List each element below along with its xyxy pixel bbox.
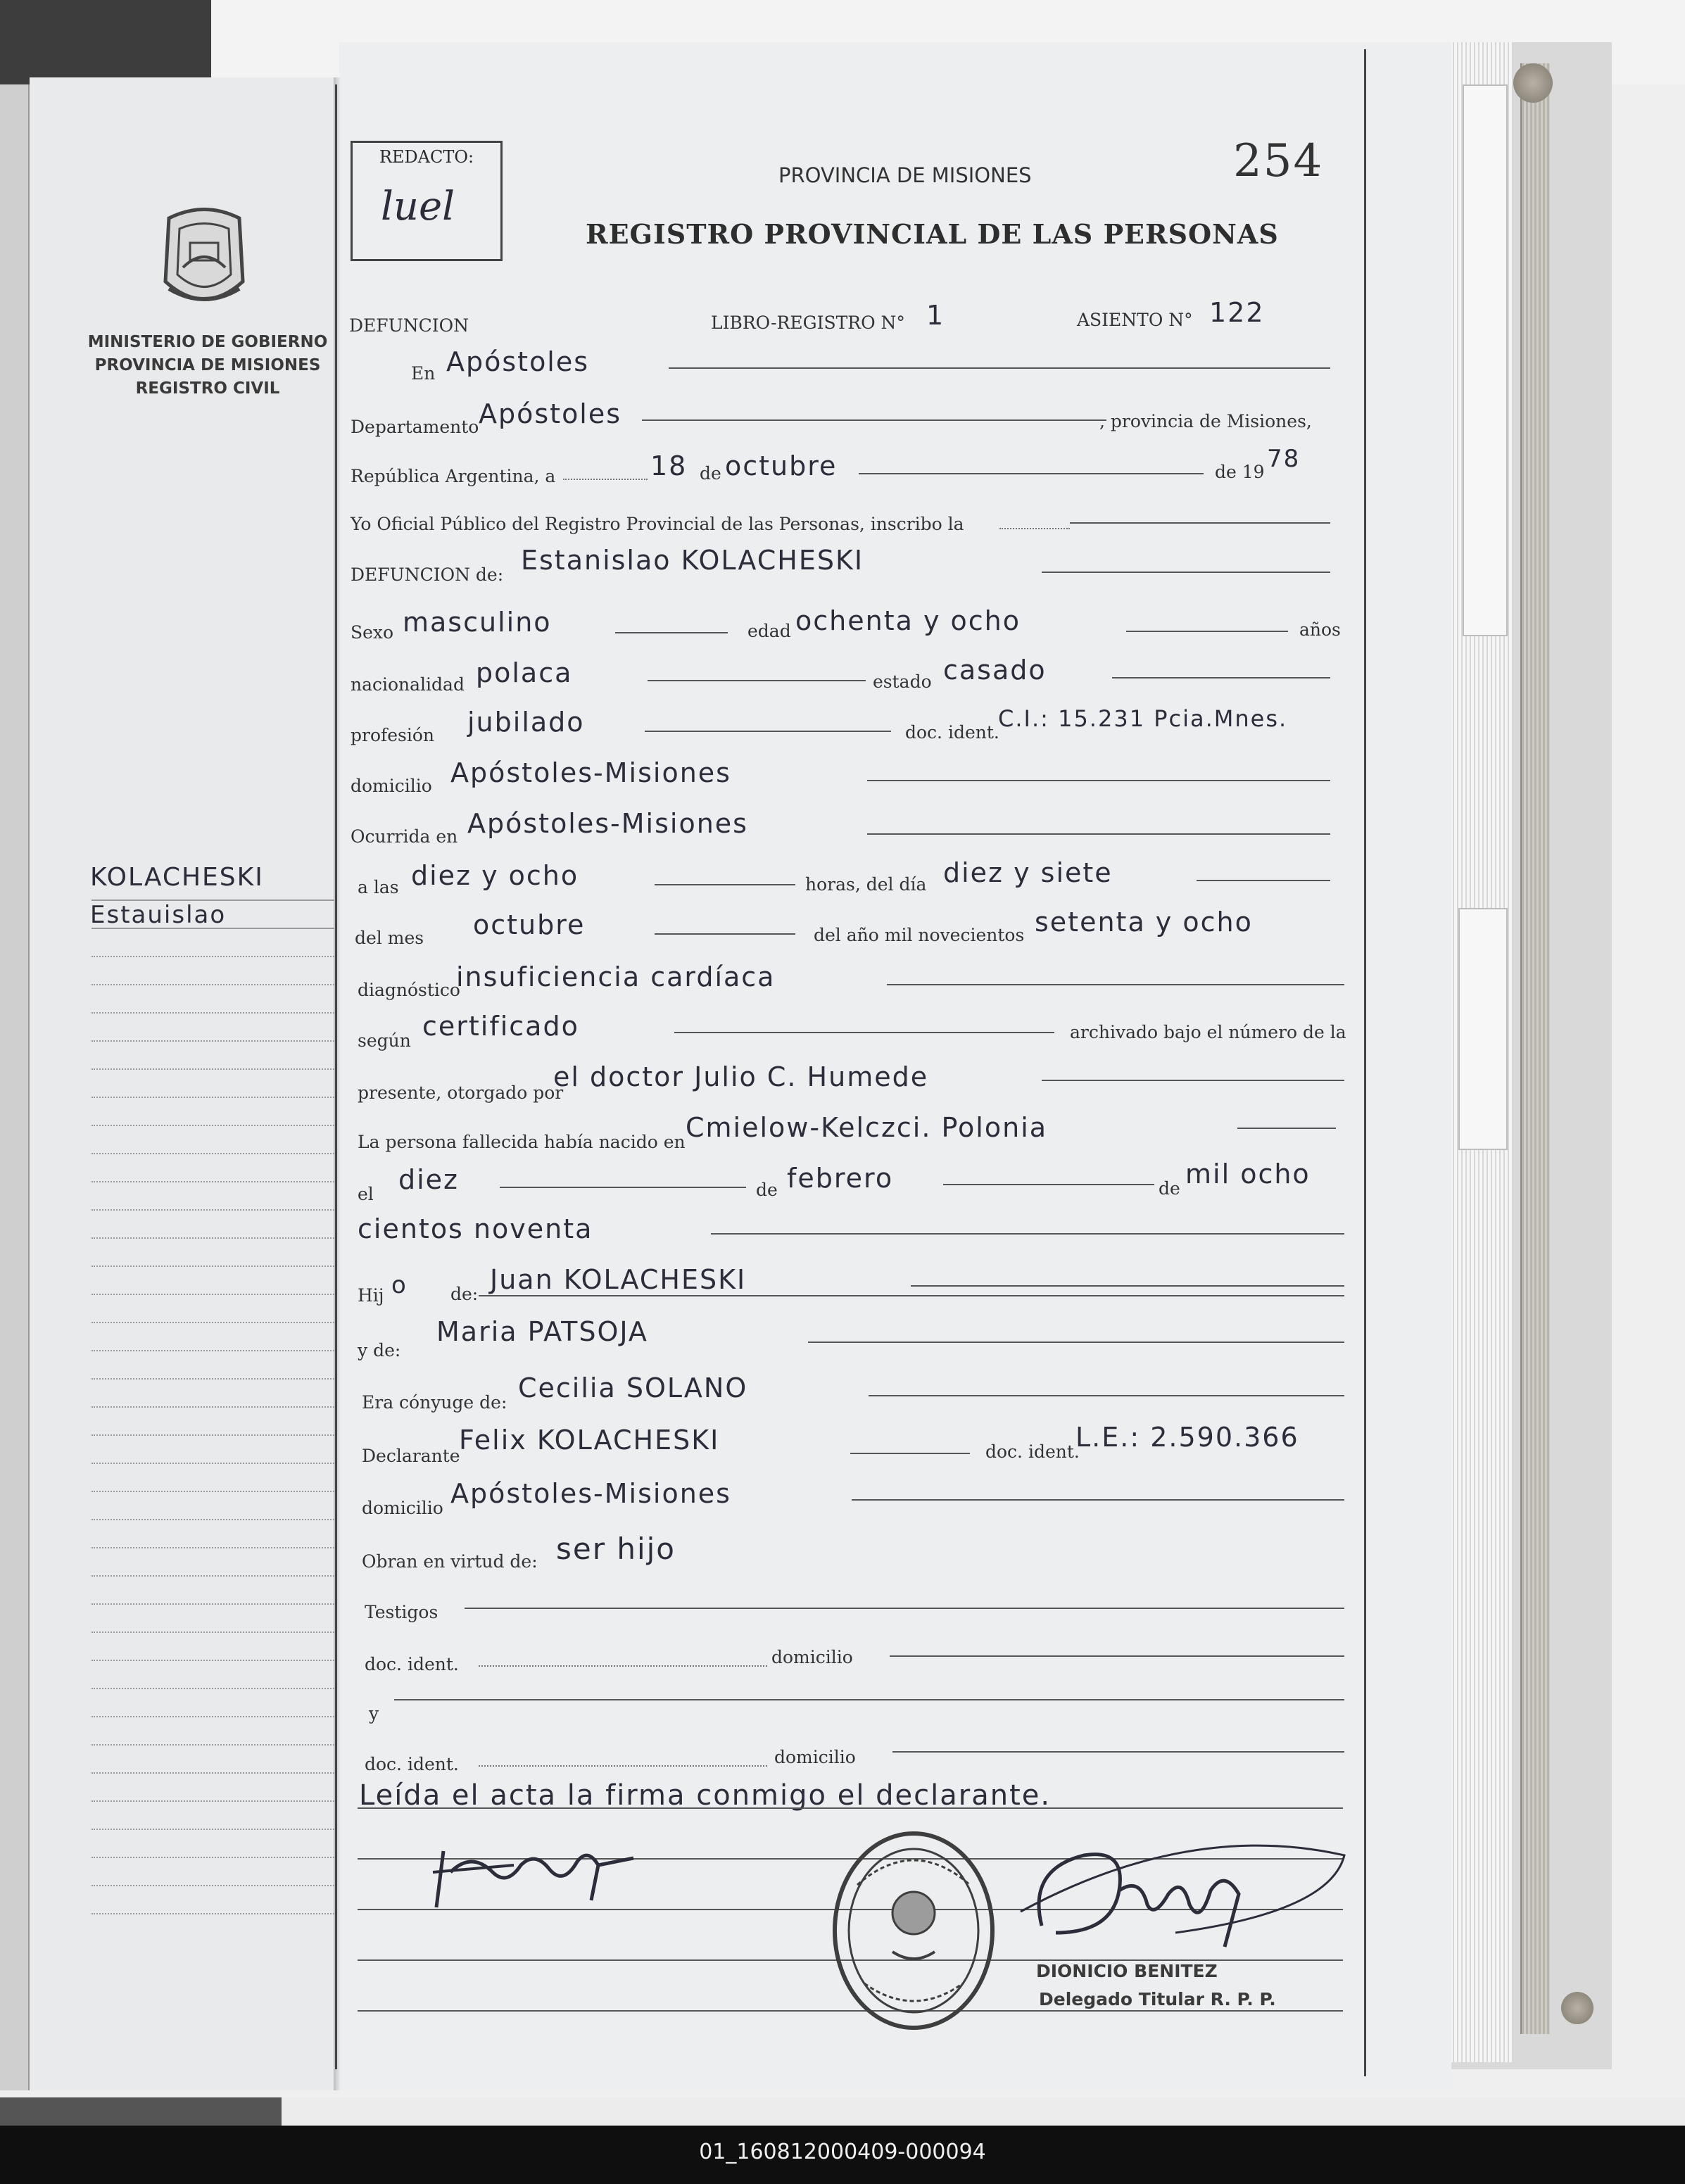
estado-label: estado — [873, 671, 932, 692]
y-label: y — [369, 1703, 379, 1724]
field-line — [674, 1032, 1054, 1033]
margin-line — [91, 1548, 334, 1577]
nacionalidad-value: polaca — [476, 657, 573, 688]
margin-line — [91, 1689, 334, 1717]
margin-line — [91, 1239, 334, 1267]
margin-line — [91, 1830, 334, 1858]
margin-ruled-lines — [91, 915, 334, 1914]
field-line — [911, 1285, 1344, 1287]
margin-line — [91, 1520, 334, 1548]
field-line — [852, 1499, 1344, 1501]
presente-label: presente, otorgado por — [358, 1082, 564, 1103]
field-line — [465, 1608, 1344, 1609]
doc-ident-label: doc. ident. — [905, 722, 999, 743]
ocurrida-value: Apóstoles-Misiones — [467, 808, 748, 839]
doc-ident-label-3: doc. ident. — [365, 1754, 459, 1774]
nacionalidad-label: nacionalidad — [351, 674, 465, 695]
departamento-value: Apóstoles — [479, 398, 622, 429]
margin-line — [91, 1267, 334, 1295]
margin-line — [91, 1211, 334, 1239]
nacido-value: Cmielow-Kelczci. Polonia — [686, 1112, 1048, 1143]
field-line — [887, 984, 1344, 985]
form-border-left — [335, 84, 337, 2069]
doc-ident-value: C.I.: 15.231 Pcia.Mnes. — [998, 705, 1288, 732]
field-line — [1197, 880, 1330, 881]
sexo-label: Sexo — [351, 622, 394, 643]
father-name: Juan KOLACHESKI — [490, 1264, 747, 1295]
margin-line — [91, 1717, 334, 1746]
book-cover-strip — [1520, 63, 1550, 2034]
field-line — [669, 367, 1330, 369]
margin-line — [91, 1661, 334, 1689]
de-label-4: de: — [450, 1284, 479, 1304]
margin-line — [91, 1323, 334, 1351]
edad-value: ochenta y ocho — [795, 605, 1021, 636]
nacido-label: La persona fallecida había nacido en — [358, 1132, 686, 1152]
margin-line — [91, 1464, 334, 1492]
field-line — [1112, 677, 1330, 678]
en-label: En — [411, 363, 436, 384]
ministry-line: MINISTERIO DE GOBIERNO — [87, 333, 328, 351]
libro-label: LIBRO-REGISTRO N° — [711, 313, 905, 333]
defuncion-de-label: DEFUNCION de: — [351, 564, 504, 585]
government-seal-icon — [155, 204, 253, 317]
domicilio-4-label: domicilio — [774, 1747, 856, 1767]
margin-given-name: Estauislao — [90, 901, 227, 929]
margin-line — [91, 1042, 334, 1070]
deceased-name: Estanislao KOLACHESKI — [521, 545, 864, 576]
field-line — [655, 933, 795, 935]
declarante-label: Declarante — [362, 1446, 460, 1466]
margin-line — [91, 1154, 334, 1182]
de-label-3: de — [1159, 1178, 1180, 1199]
margin-line — [91, 1408, 334, 1436]
provincia-text: , provincia de Misiones, — [1099, 411, 1312, 431]
closing-statement: Leída el acta la firma conmigo el declarante. — [359, 1779, 1052, 1812]
margin-line — [91, 1126, 334, 1154]
el-label: el — [358, 1184, 374, 1204]
field-line — [1070, 522, 1330, 524]
birth-year-2: cientos noventa — [358, 1213, 593, 1244]
margin-line — [91, 1380, 334, 1408]
mes-value: octubre — [473, 909, 586, 940]
dia-value: diez y siete — [943, 857, 1113, 888]
field-line — [358, 1807, 1343, 1809]
domicilio-3-label: domicilio — [771, 1647, 853, 1667]
margin-line — [91, 1746, 334, 1774]
domicilio-2-label: domicilio — [362, 1498, 443, 1518]
ano-value: setenta y ocho — [1035, 907, 1253, 938]
binding-cord — [1513, 63, 1553, 103]
margin-line — [91, 1098, 334, 1126]
page-tab — [1458, 908, 1508, 1150]
margin-line — [91, 1182, 334, 1211]
doc-ident-label-2: doc. ident. — [365, 1654, 459, 1674]
field-line — [808, 1342, 1344, 1343]
sexo-value: masculino — [403, 607, 552, 638]
field-line — [479, 1765, 767, 1767]
field-line — [999, 528, 1070, 529]
field-line — [890, 1655, 1344, 1657]
margin-line — [91, 1633, 334, 1661]
field-line — [859, 473, 1204, 474]
image-caption: 01_160812000409-000094 — [699, 2140, 986, 2164]
asiento-value: 122 — [1209, 297, 1265, 328]
margin-line — [91, 901, 334, 929]
profesion-label: profesión — [351, 725, 435, 745]
del-ano-label: del año mil novecientos — [814, 925, 1025, 945]
field-line — [615, 632, 728, 633]
presente-value: el doctor Julio C. Humede — [553, 1061, 929, 1092]
segun-label: según — [358, 1030, 411, 1051]
margin-line — [91, 1802, 334, 1830]
field-line — [479, 1295, 1344, 1296]
margin-line — [91, 1295, 334, 1323]
field-line — [943, 1184, 1154, 1185]
margin-line — [91, 929, 334, 957]
margin-surname: KOLACHESKI — [90, 863, 264, 892]
page-edge — [0, 84, 30, 2090]
en-value: Apóstoles — [446, 346, 590, 377]
field-line — [869, 1395, 1344, 1396]
official-signature-icon — [1014, 1827, 1351, 1968]
profesion-value: jubilado — [467, 707, 585, 738]
field-line — [867, 833, 1330, 835]
binding-cord — [1561, 1992, 1594, 2024]
margin-line — [91, 1351, 334, 1380]
field-line — [867, 780, 1330, 781]
field-line — [892, 1751, 1344, 1753]
a-las-value: diez y ocho — [411, 860, 579, 891]
diagnostico-label: diagnóstico — [358, 980, 460, 1000]
field-line — [642, 419, 1106, 421]
date-day: 18 — [650, 450, 688, 481]
redacto-box — [351, 141, 503, 261]
page-tab — [1463, 84, 1508, 636]
declarante-doc-label: doc. ident. — [985, 1441, 1080, 1462]
testigos-label: Testigos — [365, 1602, 438, 1622]
margin-line — [91, 873, 334, 901]
libro-value: 1 — [926, 300, 945, 331]
del-mes-label: del mes — [355, 928, 424, 948]
field-line — [563, 479, 648, 480]
hijo-label: Hij — [358, 1285, 384, 1306]
field-line — [655, 884, 795, 885]
margin-line — [91, 1014, 334, 1042]
background-shadow — [0, 2097, 282, 2126]
declarante-doc-value: L.E.: 2.590.366 — [1075, 1422, 1299, 1453]
ministry-heading — [84, 331, 331, 400]
date-month: octubre — [725, 450, 838, 481]
margin-line — [91, 1492, 334, 1520]
mother-name: Maria PATSOJA — [436, 1316, 648, 1347]
diagnostico-value: insuficiencia cardíaca — [456, 961, 776, 992]
field-line — [394, 1699, 1344, 1700]
field-line — [1042, 572, 1330, 573]
margin-line — [91, 985, 334, 1014]
birth-day: diez — [398, 1164, 460, 1195]
margin-line — [91, 1436, 334, 1464]
de-label: de — [700, 463, 721, 484]
margin-line — [91, 1774, 334, 1802]
field-line — [648, 680, 866, 681]
margin-line — [91, 1605, 334, 1633]
domicilio-label: domicilio — [351, 776, 432, 796]
official-name: DIONICIO BENITEZ — [1036, 1961, 1218, 1981]
declarante-value: Felix KOLACHESKI — [459, 1425, 720, 1456]
margin-line — [91, 1577, 334, 1605]
redacto-initials: luel — [381, 184, 455, 229]
official-stamp-icon — [829, 1829, 998, 2033]
edad-label: edad — [747, 621, 791, 641]
de-year-label: de 19 — [1215, 462, 1265, 482]
conyuge-value: Cecilia SOLANO — [518, 1372, 748, 1403]
form-border-right — [1364, 49, 1366, 2076]
conyuge-label: Era cónyuge de: — [362, 1392, 507, 1413]
field-line — [850, 1453, 970, 1454]
departamento-label: Departamento — [351, 417, 479, 437]
oficial-text: Yo Oficial Público del Registro Provincial de las Personas, inscribo la — [351, 514, 964, 534]
birth-month: febrero — [787, 1163, 894, 1194]
ocurrida-label: Ocurrida en — [351, 826, 458, 847]
margin-line — [91, 1070, 334, 1098]
domicilio-value: Apóstoles-Misiones — [450, 757, 731, 788]
field-line — [1237, 1128, 1336, 1129]
field-line — [711, 1233, 1344, 1235]
obran-value: ser hijo — [556, 1532, 676, 1566]
act-type-label: DEFUNCION — [349, 315, 469, 336]
archivado-text: archivado bajo el número de la — [1070, 1022, 1346, 1042]
domicilio-2-value: Apóstoles-Misiones — [450, 1478, 731, 1509]
field-line — [500, 1187, 746, 1188]
asiento-label: ASIENTO N° — [1077, 310, 1193, 330]
official-title: Delegado Titular R. P. P. — [1039, 1989, 1276, 2009]
field-line — [1126, 631, 1288, 632]
ministry-line: REGISTRO CIVIL — [135, 379, 280, 398]
segun-value: certificado — [422, 1011, 579, 1042]
field-line — [479, 1665, 767, 1667]
hijo-suffix: o — [391, 1271, 408, 1299]
registry-title: REGISTRO PROVINCIAL DE LAS PERSONAS — [586, 218, 1279, 250]
ministry-line: PROVINCIA DE MISIONES — [94, 356, 321, 374]
margin-line — [91, 1858, 334, 1886]
field-line — [1042, 1080, 1344, 1081]
folio-number: 254 — [1233, 135, 1324, 187]
declarant-signature-icon — [429, 1823, 655, 1921]
republica-label: República Argentina, a — [351, 466, 556, 486]
horas-label: horas, del día — [805, 874, 927, 895]
field-line — [645, 731, 891, 732]
obran-label: Obran en virtud de: — [362, 1551, 538, 1572]
de-label-2: de — [756, 1180, 778, 1200]
margin-line — [91, 957, 334, 985]
province-title: PROVINCIA DE MISIONES — [778, 163, 1032, 187]
redacto-label: REDACTO: — [379, 147, 474, 167]
margin-line — [91, 1886, 334, 1914]
estado-value: casado — [943, 655, 1047, 686]
date-year: 78 — [1267, 445, 1301, 473]
y-de-label: y de: — [358, 1340, 401, 1361]
birth-year-1: mil ocho — [1185, 1159, 1311, 1189]
anos-label: años — [1299, 619, 1341, 640]
a-las-label: a las — [358, 877, 399, 897]
